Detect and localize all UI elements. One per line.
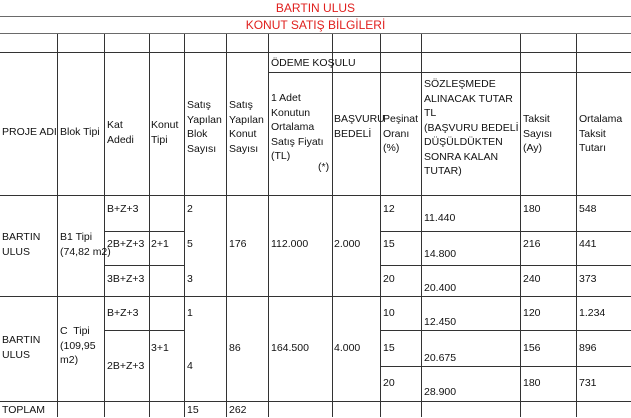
toplam-konut: 262 xyxy=(229,404,247,416)
grid-line xyxy=(576,34,577,417)
group1-blok-tipi xyxy=(60,230,111,259)
grid-line xyxy=(184,34,185,417)
group1-taksit-2: 216 xyxy=(523,238,541,250)
header-proje-adi: PROJE ADI xyxy=(2,126,57,138)
cell-text: ULUS xyxy=(2,348,31,361)
cell-text: (74,82 m2) xyxy=(60,245,111,258)
header-text: Satış xyxy=(187,99,211,111)
header-text: Yapılan xyxy=(187,113,222,126)
group2-pesinat-1: 10 xyxy=(383,307,395,319)
cell-text: C Tipi xyxy=(60,325,90,337)
toplam-label: TOPLAM xyxy=(2,404,45,416)
header-text: BEDELİ xyxy=(334,127,372,140)
cell-text: (109,95 xyxy=(60,339,96,352)
group2-blok-tipi xyxy=(60,324,96,368)
header-ortalama-taksit xyxy=(579,112,622,156)
header-text: Konut xyxy=(229,128,257,140)
group1-ort-taksit-2: 441 xyxy=(579,238,597,250)
header-kat-adedi xyxy=(107,118,134,147)
group1-pesinat-1: 12 xyxy=(383,203,395,215)
group2-blok-1: 1 xyxy=(187,307,193,319)
group1-blok-1: 2 xyxy=(187,203,193,215)
cell-text: BARTIN xyxy=(2,334,41,346)
group2-blok-2: 4 xyxy=(187,360,193,372)
group2-ort-taksit-2: 896 xyxy=(579,342,597,354)
grid-line xyxy=(226,34,227,417)
grid-line xyxy=(380,34,381,417)
grid-line xyxy=(380,231,631,232)
header-text: BAŞVURU xyxy=(334,113,385,125)
grid-line xyxy=(57,34,58,417)
grid-line xyxy=(380,330,631,331)
group2-sozlesme-1: 12.450 xyxy=(424,316,457,328)
group1-kat-1: B+Z+3 xyxy=(107,203,139,215)
group1-pesinat-2: 15 xyxy=(383,238,395,250)
header-text: (TL) xyxy=(271,150,291,162)
group1-taksit-1: 180 xyxy=(523,203,541,215)
group2-pesinat-2: 15 xyxy=(383,342,395,354)
header-pesinat xyxy=(383,112,418,156)
grid-line xyxy=(380,265,631,266)
page-title: BARTIN ULUS xyxy=(0,0,631,17)
grid-line xyxy=(149,34,150,417)
grid-line xyxy=(520,34,521,417)
group1-konut-tipi: 2+1 xyxy=(151,238,169,250)
cell-text: B1 Tipi xyxy=(60,231,93,243)
header-konut-tipi xyxy=(151,118,178,147)
group2-kat-1: B+Z+3 xyxy=(107,307,139,319)
group1-sozlesme-1: 11.440 xyxy=(424,212,456,224)
group2-basvuru: 4.000 xyxy=(334,342,361,354)
grid-line xyxy=(104,330,184,331)
group1-kat-3: 3B+Z+3 xyxy=(107,273,145,285)
header-text: (Ay) xyxy=(523,142,543,154)
header-text: Peşinat xyxy=(383,113,419,125)
header-text: Blok xyxy=(187,128,208,140)
header-text: Taksit xyxy=(523,113,550,125)
group2-ortalama-fiyat: 164.500 xyxy=(271,342,309,354)
cell-text: m2) xyxy=(60,354,79,366)
header-text: SÖZLEŞMEDE xyxy=(424,78,496,90)
group2-taksit-2: 156 xyxy=(523,342,541,354)
group1-sozlesme-3: 20.400 xyxy=(424,282,457,294)
header-text: TUTAR) xyxy=(424,165,462,177)
header-text: Tutarı xyxy=(579,142,607,154)
payment-terms-header: ÖDEME KOŞULU xyxy=(271,57,356,69)
grid-line xyxy=(104,231,184,232)
grid-line xyxy=(0,296,631,297)
grid-line xyxy=(104,34,105,417)
header-text: Oranı xyxy=(383,127,410,140)
header-text: SONRA KALAN xyxy=(424,150,499,163)
header-ortalama-fiyat xyxy=(271,91,331,164)
header-text: Konut xyxy=(151,119,179,131)
cell-text: ULUS xyxy=(2,245,31,258)
page-subtitle: KONUT SATIŞ BİLGİLERİ xyxy=(0,17,631,34)
header-text: Tipi xyxy=(151,133,168,146)
group1-ort-taksit-1: 548 xyxy=(579,203,597,215)
grid-line xyxy=(0,401,631,402)
group1-satis-konut: 176 xyxy=(229,238,247,250)
header-fiyat-note: (*) xyxy=(318,161,330,173)
header-blok-tipi: Blok Tipi xyxy=(60,126,100,138)
group2-kat-2: 2B+Z+3 xyxy=(107,360,145,372)
group1-ort-taksit-3: 373 xyxy=(579,273,597,285)
header-taksit-sayisi xyxy=(523,112,552,156)
group2-taksit-1: 120 xyxy=(523,307,541,319)
group1-blok-2: 5 xyxy=(187,238,193,250)
group1-sozlesme-2: 14.800 xyxy=(424,248,457,260)
grid-line xyxy=(104,265,184,266)
grid-line xyxy=(332,34,333,417)
header-text: Ortalama xyxy=(271,121,315,133)
header-text: Konutun xyxy=(271,106,311,119)
header-sozlesme xyxy=(424,77,519,179)
group2-konut-tipi: 3+1 xyxy=(151,342,169,354)
header-text: DÜŞÜLDÜKTEN xyxy=(424,136,503,148)
group2-sozlesme-2: 20.675 xyxy=(424,352,457,364)
group1-basvuru: 2.000 xyxy=(334,238,361,250)
header-text: Kat xyxy=(107,119,123,131)
group1-ortalama-fiyat: 112.000 xyxy=(271,238,309,250)
header-text: Adedi xyxy=(107,133,134,146)
header-text: Satış Fiyatı xyxy=(271,135,324,148)
header-text: Sayısı xyxy=(229,142,259,155)
group1-pesinat-3: 20 xyxy=(383,273,395,285)
header-text: Ortalama xyxy=(579,113,623,125)
header-text: Sayısı xyxy=(523,127,553,140)
header-satis-blok xyxy=(187,98,222,156)
group1-proje-adi xyxy=(2,230,40,259)
header-text: Sayısı xyxy=(187,142,217,155)
subtitle-divider xyxy=(0,33,631,34)
header-satis-konut xyxy=(229,98,264,156)
grid-line xyxy=(268,34,269,417)
group2-pesinat-3: 20 xyxy=(383,377,395,389)
grid-line xyxy=(0,52,631,53)
grid-line xyxy=(380,366,631,367)
group2-sozlesme-3: 28.900 xyxy=(424,386,457,398)
group2-ort-taksit-3: 731 xyxy=(579,377,597,389)
header-text: Taksit xyxy=(579,127,606,140)
grid-line xyxy=(0,195,631,196)
header-text: (BAŞVURU BEDELİ xyxy=(424,121,519,134)
header-text: TL xyxy=(424,107,437,119)
header-text: Satış xyxy=(229,99,253,111)
group2-proje-adi xyxy=(2,333,40,362)
header-basvuru xyxy=(334,112,385,141)
group2-satis-konut: 86 xyxy=(229,342,241,354)
header-text: ALINACAK TUTAR xyxy=(424,92,513,105)
group1-taksit-3: 240 xyxy=(523,273,541,285)
header-text: 1 Adet xyxy=(271,92,301,104)
group1-blok-3: 3 xyxy=(187,273,193,285)
group2-taksit-3: 180 xyxy=(523,377,541,389)
toplam-blok: 15 xyxy=(187,404,199,416)
cell-text: BARTIN xyxy=(2,231,41,243)
header-text: (%) xyxy=(383,142,400,154)
group2-ort-taksit-1: 1.234 xyxy=(579,307,606,319)
group1-kat-2: 2B+Z+3 xyxy=(107,238,145,250)
header-text: Yapılan xyxy=(229,113,264,126)
grid-line xyxy=(421,34,422,417)
